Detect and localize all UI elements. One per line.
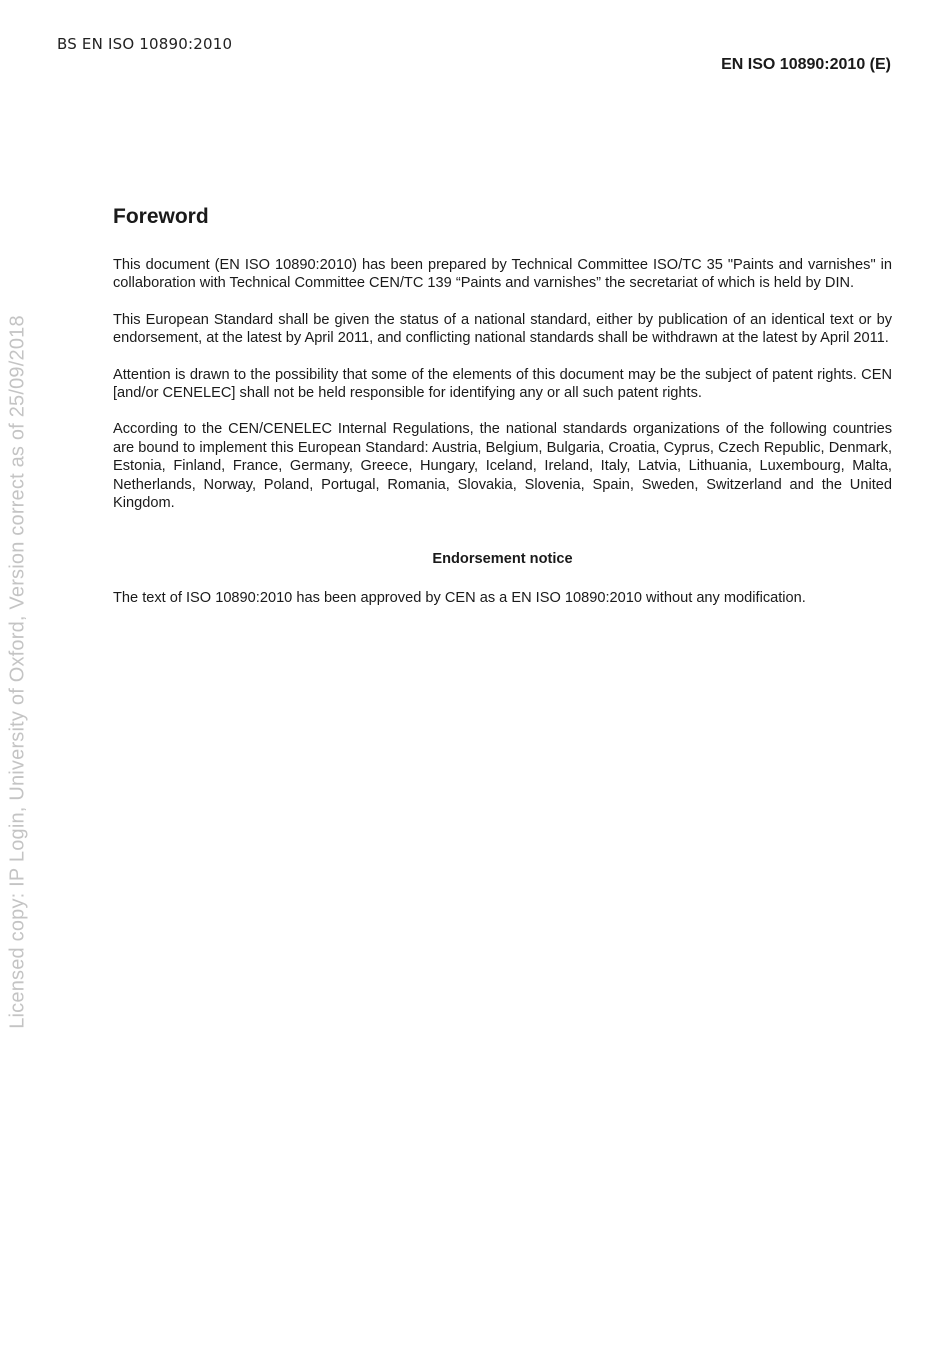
- endorsement-heading: Endorsement notice: [432, 551, 573, 568]
- page-content: [113, 205, 892, 625]
- foreword-paragraph: This document (EN ISO 10890:2010) has been prepared by Technical Committee ISO/TC 35 "Paints and varnishes" in collaboration with Technical Committee CEN/TC 139 “Paints and varnishes” the secretariat of which is held by DIN.: [113, 257, 892, 292]
- standard-code-header: BS EN ISO 10890:2010: [57, 35, 233, 53]
- foreword-heading: Foreword: [113, 205, 209, 228]
- license-watermark: Licensed copy: IP Login, University of Oxford, Version correct as of 25/09/2018: [6, 315, 29, 1029]
- foreword-paragraph: According to the CEN/CENELEC Internal Regulations, the national standards organizations of the following countries are bound to implement this European Standard: Austria, Belgium, Bulgaria, Croatia, Cyprus, Czech Republic, Denmark, Estonia, Finland, France, Germany, Greece, Hungary, Iceland, Ireland, Italy, Latvia, Lithuania, Luxembourg, Malta, Netherlands, Norway, Poland, Portugal, Romania, Slovakia, Slovenia, Spain, Sweden, Switzerland and the United Kingdom.: [113, 421, 892, 512]
- foreword-paragraph: This European Standard shall be given the status of a national standard, either by publication of an identical text or by endorsement, at the latest by April 2011, and conflicting national standards shall be withdrawn at the latest by April 2011.: [113, 311, 892, 347]
- endorsement-text: The text of ISO 10890:2010 has been approved by CEN as a EN ISO 10890:2010 without any modification.: [113, 589, 806, 606]
- foreword-paragraph: Attention is drawn to the possibility that some of the elements of this document may be the subject of patent rights. CEN [and/or CENELEC] shall not be held responsible for identifying any or all such patent rights.: [113, 366, 892, 402]
- document-reference: EN ISO 10890:2010 (E): [721, 56, 891, 73]
